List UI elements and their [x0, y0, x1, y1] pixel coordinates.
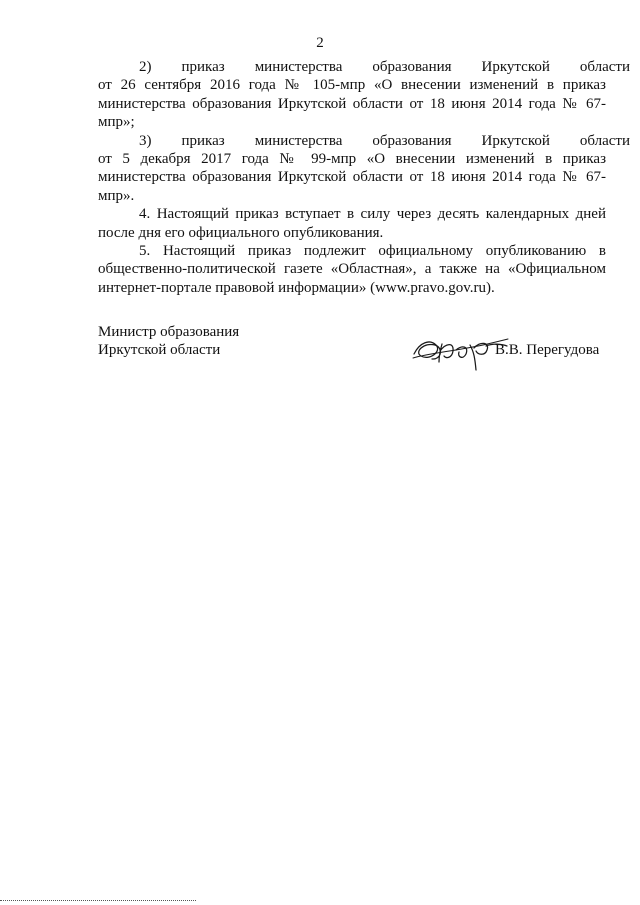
signature-stroke-main	[414, 342, 507, 370]
signer-name: В.В. Перегудова	[495, 342, 600, 359]
signer-title-line-2: Иркутской области	[98, 342, 221, 359]
footer-rule	[0, 900, 196, 901]
paragraph-order-2017: 3) приказ министерства образования Иркутской области от 5 декабря 2017 года № 99-мпр «О внесении изменений в приказ министерства образования Иркутской области от 18 июня 2014 года № 67-мпр».	[98, 132, 631, 204]
document-body	[98, 58, 631, 297]
page-number: 2	[316, 35, 324, 51]
signature-block	[98, 323, 608, 373]
paragraph-publication: 5. Настоящий приказ подлежит официальному опубликованию в общественно-политической газете «Областная», а также на «Официальном интернет-портале правовой информации» (www.pravo.gov.ru).	[98, 243, 606, 296]
paragraph-order-2016: 2) приказ министерства образования Иркутской области от 26 сентября 2016 года № 105-мпр «О внесении изменений в приказ министерства образования Иркутской области от 18 июня 2014 года № 67-мпр»;	[98, 59, 631, 131]
signer-title	[98, 323, 358, 360]
signer-title-line-1: Министр образования	[98, 324, 240, 340]
paragraph-effective-date: 4. Настоящий приказ вступает в силу через десять календарных дней после дня его официального опубликования.	[98, 206, 606, 241]
